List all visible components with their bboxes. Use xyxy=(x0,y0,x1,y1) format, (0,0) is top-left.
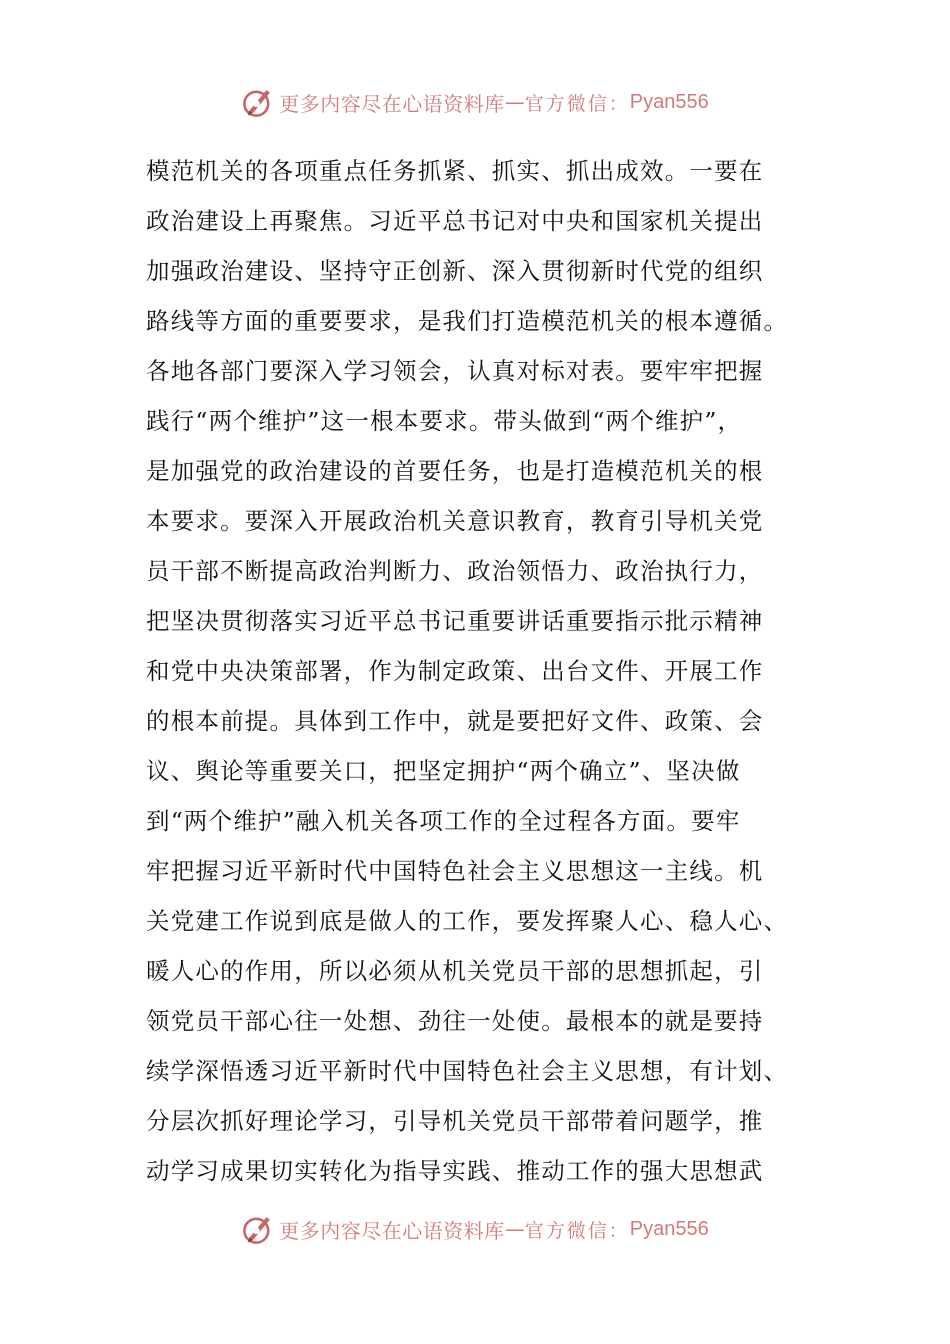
text-line: 续学深悟透习近平新时代中国特色社会主义思想，有计划、 xyxy=(146,1057,789,1085)
banner-wechat-id: Pyan556 xyxy=(629,1217,709,1240)
text-line: 领党员干部心往一处想、劲往一处使。最根本的就是要持 xyxy=(146,1007,764,1035)
text-line: 暖人心的作用，所以必须从机关党员干部的思想抓起，引 xyxy=(146,957,764,985)
text-line: 动学习成果切实转化为指导实践、推动工作的强大思想武 xyxy=(146,1157,764,1185)
footer-banner xyxy=(0,1207,950,1251)
text-line: 议、舆论等重要关口，把坚定拥护“两个确立”、坚决做 xyxy=(146,757,741,785)
banner-brand-text: 更多内容尽在心语资料库 xyxy=(279,91,505,116)
document-body xyxy=(146,146,806,1196)
text-line: 各地各部门要深入学习领会，认真对标对表。要牢牢把握 xyxy=(146,357,764,385)
banner-separator: — xyxy=(504,90,525,114)
text-line: 本要求。要深入开展政治机关意识教育，教育引导机关党 xyxy=(146,507,764,535)
text-line: 员干部不断提高政治判断力、政治领悟力、政治执行力， xyxy=(146,557,764,585)
banner-wechat-id: Pyan556 xyxy=(629,90,709,113)
banner-official-label: 官方微信： xyxy=(524,1219,630,1242)
banner-official-label: 官方微信： xyxy=(524,92,630,115)
text-line: 把坚决贯彻落实习近平总书记重要讲话重要指示批示精神 xyxy=(146,607,764,635)
banner-separator: — xyxy=(504,1217,525,1241)
text-line: 关党建工作说到底是做人的工作，要发挥聚人心、稳人心、 xyxy=(146,907,789,935)
pen-circle-logo-icon xyxy=(241,85,275,119)
text-line: 牢把握习近平新时代中国特色社会主义思想这一主线。机 xyxy=(146,857,764,885)
pen-circle-logo-icon xyxy=(241,1212,275,1246)
text-line: 和党中央决策部署，作为制定政策、出台文件、开展工作 xyxy=(146,657,764,685)
text-line: 分层次抓好理论学习，引导机关党员干部带着问题学，推 xyxy=(146,1107,764,1135)
text-line: 是加强党的政治建设的首要任务，也是打造模范机关的根 xyxy=(146,457,764,485)
text-line: 的根本前提。具体到工作中，就是要把好文件、政策、会 xyxy=(146,707,764,735)
text-line: 模范机关的各项重点任务抓紧、抓实、抓出成效。一要在 xyxy=(146,157,764,185)
header-banner xyxy=(0,80,950,124)
text-line: 路线等方面的重要要求，是我们打造模范机关的根本遵循。 xyxy=(146,307,789,335)
text-line: 政治建设上再聚焦。习近平总书记对中央和国家机关提出 xyxy=(146,207,764,235)
text-line: 到“两个维护”融入机关各项工作的全过程各方面。要牢 xyxy=(146,807,741,835)
text-line: 践行“两个维护”这一根本要求。带头做到“两个维护”， xyxy=(146,407,743,435)
banner-brand-text: 更多内容尽在心语资料库 xyxy=(279,1218,505,1243)
text-line: 加强政治建设、坚持守正创新、深入贯彻新时代党的组织 xyxy=(146,257,764,285)
